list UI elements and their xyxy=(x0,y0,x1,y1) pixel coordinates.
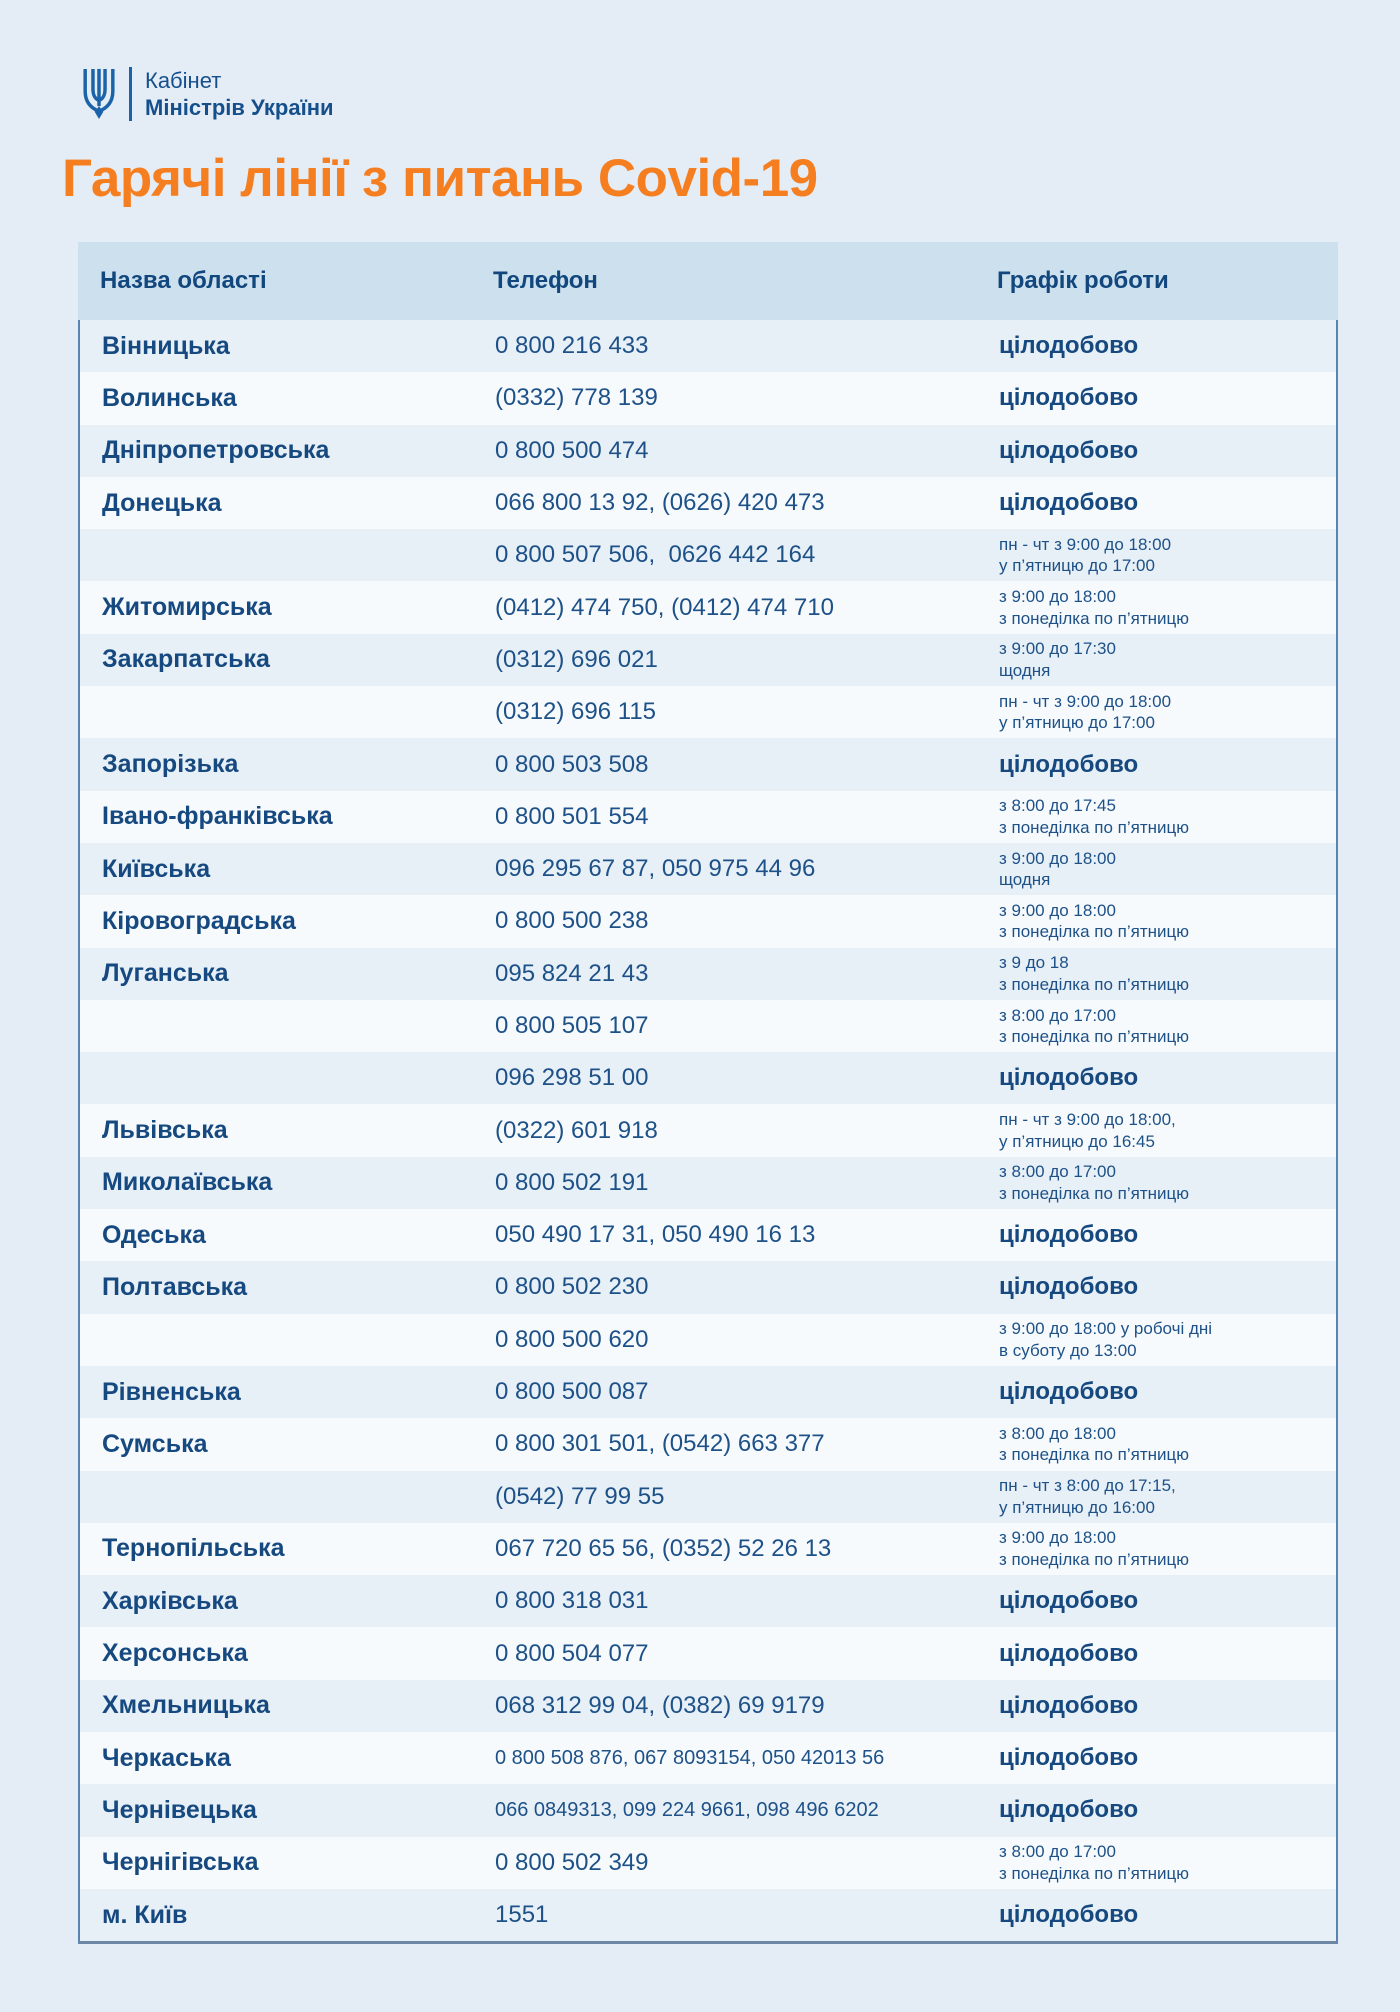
table-row xyxy=(80,1471,1336,1523)
schedule-line: з 8:00 до 17:00 xyxy=(999,1005,1116,1025)
region-name: Закарпатська xyxy=(102,645,270,674)
phone-number: 067 720 65 56, (0352) 52 26 13 xyxy=(495,1534,832,1562)
org-name-line2: Міністрів України xyxy=(145,95,334,120)
region-name: Сумська xyxy=(102,1429,208,1458)
page xyxy=(0,66,1400,2012)
phone-number: 0 800 301 501, (0542) 663 377 xyxy=(495,1430,825,1458)
schedule-line: з понеділка по п’ятницю xyxy=(999,1183,1189,1203)
table-row xyxy=(80,634,1336,686)
schedule-line: з понеділка по п’ятницю xyxy=(999,1863,1189,1883)
table-row xyxy=(80,529,1336,581)
work-schedule xyxy=(999,437,1340,465)
work-schedule xyxy=(999,1475,1340,1518)
work-schedule xyxy=(999,332,1340,360)
schedule-line: пн - чт з 9:00 до 18:00 xyxy=(999,534,1172,554)
phone-number: 0 800 505 107 xyxy=(495,1012,649,1039)
region-name: Одеська xyxy=(102,1220,206,1249)
schedule-line: з 8:00 до 17:45 xyxy=(999,796,1116,816)
schedule-line: з 9:00 до 17:30 xyxy=(999,639,1116,659)
phone-number: 0 800 500 620 xyxy=(495,1325,649,1353)
table-row xyxy=(80,686,1336,738)
schedule-line: з понеділка по п’ятницю xyxy=(999,1445,1189,1465)
table-row xyxy=(80,1732,1336,1784)
schedule-around-the-clock: цілодобово xyxy=(999,332,1139,360)
table-row xyxy=(80,1052,1336,1104)
org-name xyxy=(145,67,334,121)
work-schedule xyxy=(999,900,1340,943)
work-schedule xyxy=(999,489,1340,517)
work-schedule xyxy=(999,1796,1340,1824)
region-name: Вінницька xyxy=(102,331,230,360)
phone-number: 095 824 21 43 xyxy=(495,959,649,987)
schedule-around-the-clock: цілодобово xyxy=(999,1796,1139,1824)
table-row xyxy=(80,1209,1336,1261)
schedule-around-the-clock: цілодобово xyxy=(999,1378,1139,1406)
region-name: Житомирська xyxy=(102,593,272,622)
region-name: Кіровоградська xyxy=(102,906,296,935)
region-name: Львівська xyxy=(102,1116,228,1145)
region-name: Донецька xyxy=(102,488,222,517)
phone-number: (0542) 77 99 55 xyxy=(495,1482,665,1510)
table-row xyxy=(80,1837,1336,1889)
region-name: Черкаська xyxy=(102,1743,231,1772)
table-row xyxy=(80,581,1336,633)
region-name: Дніпропетровська xyxy=(102,436,330,465)
schedule-line: з понеділка по п’ятницю xyxy=(999,608,1189,628)
work-schedule xyxy=(999,751,1340,779)
schedule-line: з понеділка по п’ятницю xyxy=(999,974,1189,994)
phone-number: 0 800 216 433 xyxy=(495,332,649,360)
work-schedule xyxy=(999,1692,1340,1720)
work-schedule xyxy=(999,1744,1340,1772)
region-name: Івано-франківська xyxy=(102,802,333,831)
page-title: Гарячі лінії з питань Covid-19 xyxy=(62,149,818,208)
phone-number: (0312) 696 115 xyxy=(495,698,657,726)
work-schedule xyxy=(999,1527,1340,1570)
region-name: Херсонська xyxy=(102,1639,248,1668)
schedule-line: у п’ятницю до 16:45 xyxy=(999,1131,1155,1151)
schedule-line: з 9:00 до 18:00 xyxy=(999,1528,1116,1548)
schedule-line: з 9:00 до 18:00 xyxy=(999,848,1116,868)
phone-number: 0 800 502 191 xyxy=(495,1168,649,1196)
work-schedule xyxy=(999,1005,1340,1048)
work-schedule xyxy=(999,384,1340,412)
schedule-line: щодня xyxy=(999,870,1051,890)
column-header-region: Назва області xyxy=(100,267,267,294)
region-name: Хмельницька xyxy=(102,1691,270,1720)
work-schedule xyxy=(999,1273,1340,1301)
phone-number: 0 800 502 349 xyxy=(495,1848,649,1876)
work-schedule xyxy=(999,1109,1340,1152)
schedule-line: з понеділка по п’ятницю xyxy=(999,1027,1189,1046)
schedule-around-the-clock: цілодобово xyxy=(999,1744,1139,1772)
schedule-line: з 9:00 до 18:00 xyxy=(999,587,1116,607)
phone-number: 050 490 17 31, 050 490 16 13 xyxy=(495,1221,816,1249)
schedule-around-the-clock: цілодобово xyxy=(999,1587,1139,1615)
work-schedule xyxy=(999,848,1340,891)
schedule-around-the-clock: цілодобово xyxy=(999,1221,1139,1249)
hotlines-table xyxy=(78,242,1338,1944)
table-row xyxy=(80,738,1336,790)
tryzub-icon xyxy=(80,67,118,121)
schedule-line: з 9:00 до 18:00 у робочі дні xyxy=(999,1319,1213,1339)
phone-number: 0 800 501 554 xyxy=(495,802,649,830)
schedule-line: з понеділка по п’ятницю xyxy=(999,922,1189,942)
table-row xyxy=(80,1575,1336,1627)
table-row xyxy=(80,895,1336,947)
schedule-line: у п’ятницю до 16:00 xyxy=(999,1497,1155,1517)
schedule-line: у п’ятницю до 17:00 xyxy=(999,713,1155,733)
table-row xyxy=(80,1418,1336,1470)
table-body xyxy=(78,320,1338,1944)
schedule-line: з понеділка по п’ятницю xyxy=(999,1549,1189,1569)
phone-number: (0312) 696 021 xyxy=(495,645,658,673)
region-name: Чернівецька xyxy=(102,1795,257,1824)
work-schedule xyxy=(999,534,1340,577)
schedule-line: пн - чт з 8:00 до 17:15, xyxy=(999,1476,1176,1496)
phone-number: 0 800 500 087 xyxy=(495,1378,649,1406)
schedule-line: з 8:00 до 17:00 xyxy=(999,1162,1116,1182)
phone-number: 1551 xyxy=(495,1901,549,1929)
phone-number: 096 295 67 87, 050 975 44 96 xyxy=(495,855,816,883)
schedule-line: пн - чт з 9:00 до 18:00 xyxy=(999,691,1172,711)
table-header-row xyxy=(78,242,1338,320)
schedule-line: в суботу до 13:00 xyxy=(999,1340,1137,1360)
phone-number: (0412) 474 750, (0412) 474 710 xyxy=(495,593,834,621)
schedule-around-the-clock: цілодобово xyxy=(999,750,1139,778)
schedule-line: щодня xyxy=(999,660,1051,680)
schedule-around-the-clock: цілодобово xyxy=(999,1273,1139,1301)
table-row xyxy=(80,1000,1336,1052)
phone-number: 0 800 504 077 xyxy=(495,1639,649,1667)
schedule-around-the-clock: цілодобово xyxy=(999,1639,1139,1667)
work-schedule xyxy=(999,795,1340,838)
work-schedule xyxy=(999,586,1340,629)
phone-number: 0 800 507 506, 0626 442 164 xyxy=(495,541,816,569)
org-name-line1: Кабінет xyxy=(145,68,222,93)
schedule-around-the-clock: цілодобово xyxy=(999,436,1139,464)
work-schedule xyxy=(999,1064,1340,1092)
region-name: Запорізька xyxy=(102,750,239,779)
region-name: Рівненська xyxy=(102,1377,241,1406)
table-row xyxy=(80,1627,1336,1679)
region-name: Чернігівська xyxy=(102,1848,259,1877)
table-row xyxy=(80,1889,1336,1941)
phone-number: 0 800 502 230 xyxy=(495,1273,649,1301)
work-schedule xyxy=(999,1161,1340,1204)
work-schedule xyxy=(999,1587,1340,1615)
region-name: Полтавська xyxy=(102,1272,248,1301)
work-schedule xyxy=(999,1318,1340,1361)
region-name: Київська xyxy=(102,854,211,883)
schedule-line: з 8:00 до 17:00 xyxy=(999,1842,1116,1862)
work-schedule xyxy=(999,1378,1340,1406)
phone-number: 0 800 500 474 xyxy=(495,436,649,464)
table-row xyxy=(80,1261,1336,1313)
region-name: Харківська xyxy=(102,1586,238,1615)
schedule-line: пн - чт з 9:00 до 18:00, xyxy=(999,1110,1176,1130)
schedule-line: з 9:00 до 18:00 xyxy=(999,900,1116,920)
schedule-line: з понеділка по п’ятницю xyxy=(999,817,1189,837)
table-row xyxy=(80,791,1336,843)
work-schedule xyxy=(999,1423,1340,1466)
table-row xyxy=(80,1680,1336,1732)
work-schedule xyxy=(999,691,1340,734)
work-schedule xyxy=(999,1841,1340,1884)
table-row xyxy=(80,425,1336,477)
region-name: Миколаївська xyxy=(102,1168,273,1197)
column-header-phone: Телефон xyxy=(493,267,598,294)
table-row xyxy=(80,948,1336,1000)
table-row xyxy=(80,1784,1336,1836)
region-name: Луганська xyxy=(102,959,229,988)
phone-number: 068 312 99 04, (0382) 69 9179 xyxy=(495,1691,825,1719)
column-header-schedule: Графік роботи xyxy=(997,267,1169,294)
work-schedule xyxy=(999,638,1340,681)
table-row xyxy=(80,1523,1336,1575)
schedule-line: з 9 до 18 xyxy=(999,953,1069,973)
region-name: Волинська xyxy=(102,383,237,412)
table-row xyxy=(80,1157,1336,1209)
region-name: Тернопільська xyxy=(102,1534,285,1563)
table-row xyxy=(80,1366,1336,1418)
phone-number: (0332) 778 139 xyxy=(495,384,658,412)
phone-number: 096 298 51 00 xyxy=(495,1064,649,1092)
region-name: м. Київ xyxy=(102,1900,188,1929)
phone-number: (0322) 601 918 xyxy=(495,1116,658,1144)
schedule-around-the-clock: цілодобово xyxy=(999,1901,1139,1929)
work-schedule xyxy=(999,1901,1340,1929)
logo-divider xyxy=(129,67,132,121)
phone-number: 0 800 500 238 xyxy=(495,907,649,935)
phone-number: 0 800 318 031 xyxy=(495,1587,649,1615)
work-schedule xyxy=(999,1221,1340,1249)
government-logo xyxy=(80,66,1400,122)
table-row xyxy=(80,1104,1336,1156)
table-row xyxy=(80,372,1336,424)
table-row xyxy=(80,1314,1336,1366)
work-schedule xyxy=(999,952,1340,995)
phone-number: 066 800 13 92, (0626) 420 473 xyxy=(495,489,825,517)
table-row xyxy=(80,320,1336,372)
schedule-around-the-clock: цілодобово xyxy=(999,1691,1139,1719)
table-row xyxy=(80,843,1336,895)
schedule-around-the-clock: цілодобово xyxy=(999,489,1139,517)
phone-number: 066 0849313, 099 224 9661, 098 496 6202 xyxy=(495,1798,879,1821)
phone-number: 0 800 508 876, 067 8093154, 050 42013 56 xyxy=(495,1746,885,1769)
schedule-around-the-clock: цілодобово xyxy=(999,384,1139,412)
schedule-line: з 8:00 до 18:00 xyxy=(999,1423,1116,1443)
schedule-around-the-clock: цілодобово xyxy=(999,1064,1139,1092)
table-row xyxy=(80,477,1336,529)
schedule-line: у п’ятницю до 17:00 xyxy=(999,556,1155,576)
phone-number: 0 800 503 508 xyxy=(495,750,649,778)
work-schedule xyxy=(999,1640,1340,1668)
